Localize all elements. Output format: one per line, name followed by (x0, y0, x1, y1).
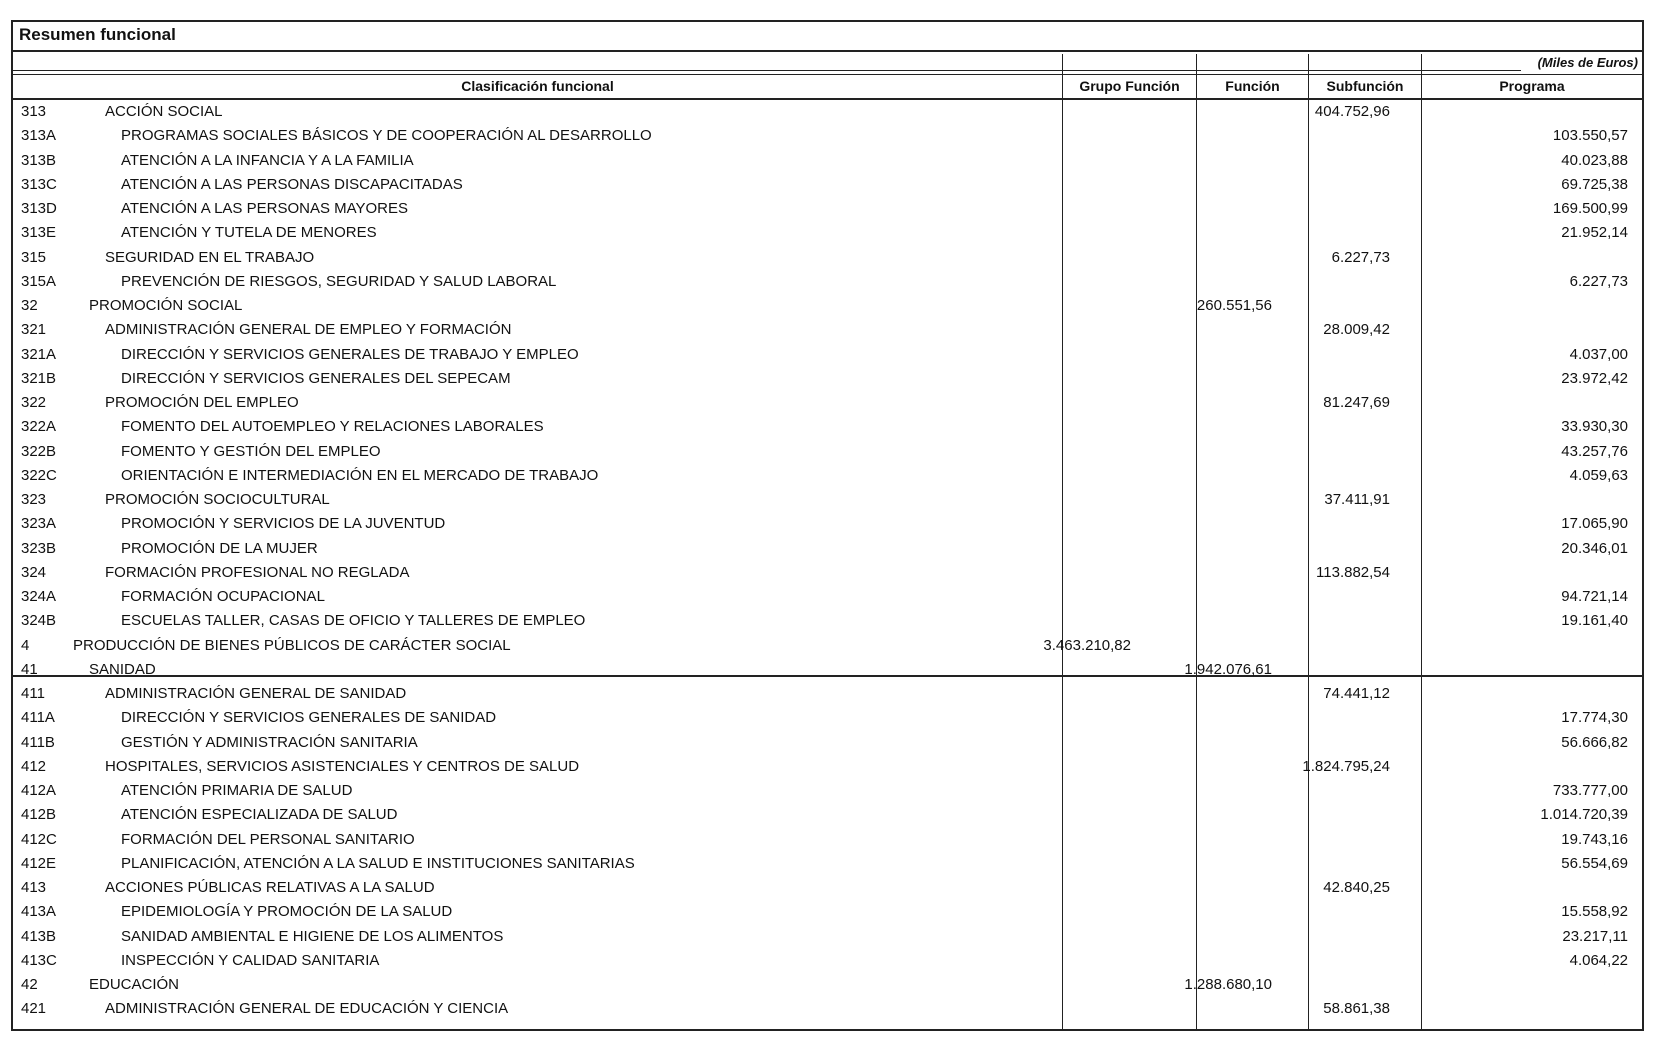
row-name: ATENCIÓN A LAS PERSONAS MAYORES (121, 200, 409, 217)
row-name: FORMACIÓN PROFESIONAL NO REGLADA (105, 563, 410, 581)
row-name: ORIENTACIÓN E INTERMEDIACIÓN EN EL MERCADO DE TRABAJO (121, 466, 599, 484)
row-name: PROGRAMAS SOCIALES BÁSICOS Y DE COOPERACIÓN AL DESARROLLO (121, 127, 652, 145)
table-row (13, 828, 1642, 852)
row-name: PROMOCIÓN DE LA MUJER (121, 539, 318, 557)
row-name: SANIDAD (89, 660, 156, 678)
row-code: 42 (21, 976, 38, 993)
row-name: ATENCIÓN A LAS PERSONAS DISCAPACITADAS (121, 175, 463, 193)
row-name: SEGURIDAD EN EL TRABAJO (105, 248, 315, 266)
programa-value: 169.500,99 (1552, 200, 1628, 217)
programa-value: 21.952,14 (1561, 224, 1628, 242)
subfuncion-value: 113.882,54 (1316, 563, 1390, 581)
row-name: ESCUELAS TALLER, CASAS DE OFICIO Y TALLERES DE EMPLEO (121, 612, 586, 630)
funcion-value: 1.288.680,10 (1184, 976, 1272, 993)
row-name: ADMINISTRACIÓN GENERAL DE EDUCACIÓN Y CIENCIA (105, 1000, 509, 1018)
row-code: 413 (21, 879, 47, 896)
units-note: (Miles de Euros) (1537, 55, 1638, 70)
row-code: 323B (21, 539, 57, 557)
programa-value: 15.558,92 (1561, 903, 1628, 921)
row-code: 421 (21, 1000, 47, 1018)
header-clasificacion: Clasificación funcional (461, 78, 614, 94)
row-name: ATENCIÓN ESPECIALIZADA DE SALUD (121, 806, 398, 824)
programa-value: 17.065,90 (1561, 515, 1628, 533)
row-name: EDUCACIÓN (89, 976, 180, 993)
table-row (13, 246, 1642, 270)
table-row (13, 149, 1642, 173)
table-row (13, 124, 1642, 148)
programa-value: 23.217,11 (1562, 927, 1628, 945)
table-row (13, 537, 1642, 561)
table-row (13, 391, 1642, 415)
table-row (13, 658, 1642, 682)
subfuncion-value: 1.824.795,24 (1302, 757, 1390, 775)
header-funcion: Función (1225, 78, 1280, 94)
row-name: HOSPITALES, SERVICIOS ASISTENCIALES Y CENTROS DE SALUD (105, 757, 580, 775)
subfuncion-value: 28.009,42 (1323, 321, 1390, 339)
table-row (13, 609, 1642, 633)
row-code: 313D (21, 200, 57, 217)
funcion-value: 1.942.076,61 (1184, 660, 1272, 678)
row-code: 321 (21, 321, 47, 339)
header-rule (13, 70, 1521, 71)
row-code: 321A (21, 345, 57, 363)
row-name: EPIDEMIOLOGÍA Y PROMOCIÓN DE LA SALUD (121, 903, 453, 921)
programa-value: 19.161,40 (1561, 612, 1628, 630)
row-code: 412A (21, 782, 57, 799)
programa-value: 1.014.720,39 (1540, 806, 1628, 824)
row-name: GESTIÓN Y ADMINISTRACIÓN SANITARIA (121, 733, 418, 751)
table-row (13, 803, 1642, 827)
table-row (13, 779, 1642, 803)
row-code: 322 (21, 394, 47, 411)
programa-value: 4.064,22 (1569, 951, 1628, 969)
table-row (13, 197, 1642, 221)
row-code: 412B (21, 806, 57, 824)
programa-value: 103.550,57 (1552, 127, 1628, 145)
row-name: ACCIONES PÚBLICAS RELATIVAS A LA SALUD (105, 879, 435, 896)
row-code: 412 (21, 757, 47, 775)
programa-value: 4.037,00 (1569, 345, 1628, 363)
table-row (13, 318, 1642, 342)
table-row (13, 852, 1642, 876)
grupo-funcion-value: 3.463.210,82 (1043, 636, 1131, 654)
row-name: PROMOCIÓN SOCIOCULTURAL (105, 491, 330, 508)
row-code: 4 (21, 636, 30, 654)
table-row (13, 270, 1642, 294)
row-code: 41 (21, 660, 38, 678)
header-rule (13, 74, 1642, 75)
document-title: Resumen funcional (19, 25, 176, 44)
row-name: ACCIÓN SOCIAL (105, 103, 223, 120)
row-code: 413C (21, 951, 57, 969)
row-name: DIRECCIÓN Y SERVICIOS GENERALES DE TRABAJO Y EMPLEO (121, 345, 579, 363)
row-code: 412E (21, 854, 57, 872)
row-code: 315 (21, 248, 47, 266)
row-name: FORMACIÓN DEL PERSONAL SANITARIO (121, 830, 415, 848)
subfuncion-value: 74.441,12 (1323, 685, 1390, 702)
row-code: 313B (21, 151, 57, 169)
budget-document (11, 20, 1644, 1031)
row-code: 412C (21, 830, 57, 848)
row-code: 32 (21, 297, 38, 314)
table-row (13, 949, 1642, 973)
table-row (13, 585, 1642, 609)
row-code: 323 (21, 491, 47, 508)
table-row (13, 221, 1642, 245)
programa-value: 4.059,63 (1569, 466, 1628, 484)
table-row (13, 634, 1642, 658)
programa-value: 733.777,00 (1552, 782, 1628, 799)
table-row (13, 706, 1642, 730)
programa-value: 56.554,69 (1561, 854, 1628, 872)
table-row (13, 464, 1642, 488)
row-code: 322B (21, 442, 57, 460)
table-row (13, 440, 1642, 464)
table-row (13, 997, 1642, 1021)
row-name: PROMOCIÓN Y SERVICIOS DE LA JUVENTUD (121, 515, 446, 533)
table-row (13, 100, 1642, 124)
row-code: 313 (21, 103, 47, 120)
table-row (13, 900, 1642, 924)
subfuncion-value: 58.861,38 (1323, 1000, 1390, 1018)
table-row (13, 755, 1642, 779)
row-name: PLANIFICACIÓN, ATENCIÓN A LA SALUD E INSTITUCIONES SANITARIAS (121, 854, 635, 872)
row-name: PRODUCCIÓN DE BIENES PÚBLICOS DE CARÁCTER SOCIAL (73, 636, 511, 654)
header-grupo-funcion: Grupo Función (1079, 78, 1180, 94)
row-code: 313A (21, 127, 57, 145)
subfuncion-value: 37.411,91 (1324, 491, 1390, 508)
subfuncion-value: 6.227,73 (1331, 248, 1390, 266)
row-code: 324A (21, 588, 57, 605)
row-code: 413A (21, 903, 57, 921)
row-name: SANIDAD AMBIENTAL E HIGIENE DE LOS ALIMENTOS (121, 927, 504, 945)
title-bar (13, 22, 1642, 52)
row-code: 324 (21, 563, 47, 581)
row-name: FORMACIÓN OCUPACIONAL (121, 588, 325, 605)
row-code: 315A (21, 272, 57, 290)
programa-value: 69.725,38 (1561, 175, 1628, 193)
row-name: DIRECCIÓN Y SERVICIOS GENERALES DE SANIDAD (121, 709, 497, 727)
row-code: 321B (21, 369, 57, 387)
programa-value: 56.666,82 (1561, 733, 1628, 751)
table-row (13, 876, 1642, 900)
table-row (13, 512, 1642, 536)
programa-value: 94.721,14 (1561, 588, 1628, 605)
funcion-value: 260.551,56 (1196, 297, 1272, 314)
row-code: 322C (21, 466, 57, 484)
table-row (13, 925, 1642, 949)
header-subfuncion: Subfunción (1326, 78, 1404, 94)
row-name: PROMOCIÓN SOCIAL (89, 297, 243, 314)
row-name: ATENCIÓN Y TUTELA DE MENORES (121, 224, 377, 242)
row-code: 413B (21, 927, 57, 945)
row-name: PROMOCIÓN DEL EMPLEO (105, 394, 299, 411)
programa-value: 33.930,30 (1561, 418, 1628, 436)
programa-value: 6.227,73 (1569, 272, 1628, 290)
row-name: INSPECCIÓN Y CALIDAD SANITARIA (121, 951, 380, 969)
row-code: 411B (21, 733, 55, 751)
row-name: ATENCIÓN PRIMARIA DE SALUD (121, 782, 353, 799)
table-row (13, 294, 1642, 318)
table-body (13, 100, 1642, 1022)
programa-value: 43.257,76 (1561, 442, 1628, 460)
row-name: DIRECCIÓN Y SERVICIOS GENERALES DEL SEPECAM (121, 369, 511, 387)
row-code: 322A (21, 418, 57, 436)
row-name: ADMINISTRACIÓN GENERAL DE EMPLEO Y FORMACIÓN (105, 321, 512, 339)
row-name: FOMENTO DEL AUTOEMPLEO Y RELACIONES LABORALES (121, 418, 544, 436)
subfuncion-value: 42.840,25 (1323, 879, 1390, 896)
table-row (13, 731, 1642, 755)
table-row (13, 173, 1642, 197)
table-row (13, 343, 1642, 367)
row-code: 411A (21, 709, 55, 727)
row-name: PREVENCIÓN DE RIESGOS, SEGURIDAD Y SALUD LABORAL (121, 272, 557, 290)
row-name: ATENCIÓN A LA INFANCIA Y A LA FAMILIA (121, 151, 414, 169)
programa-value: 19.743,16 (1561, 830, 1628, 848)
header-programa: Programa (1499, 78, 1565, 94)
row-code: 313C (21, 175, 57, 193)
table-row (13, 973, 1642, 997)
row-name: ADMINISTRACIÓN GENERAL DE SANIDAD (105, 685, 407, 702)
programa-value: 20.346,01 (1561, 539, 1628, 557)
programa-value: 23.972,42 (1561, 369, 1628, 387)
row-code: 313E (21, 224, 57, 242)
row-code: 411 (21, 685, 45, 702)
programa-value: 40.023,88 (1561, 151, 1628, 169)
row-code: 323A (21, 515, 57, 533)
table-row (13, 367, 1642, 391)
programa-value: 17.774,30 (1561, 709, 1628, 727)
table-row (13, 415, 1642, 439)
row-code: 324B (21, 612, 57, 630)
table-row (13, 682, 1642, 706)
table-row (13, 561, 1642, 585)
subfuncion-value: 404.752,96 (1314, 103, 1390, 120)
row-name: FOMENTO Y GESTIÓN DEL EMPLEO (121, 442, 381, 460)
table-row (13, 488, 1642, 512)
subfuncion-value: 81.247,69 (1323, 394, 1390, 411)
